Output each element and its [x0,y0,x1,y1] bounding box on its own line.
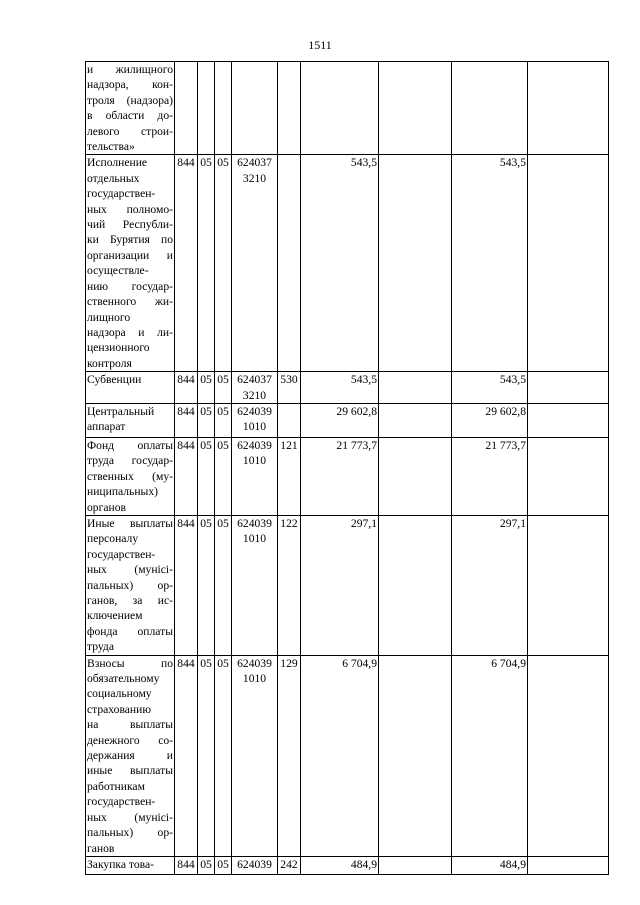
row-name-line: социальному [87,687,152,701]
row-name-line: на выплаты [87,718,173,732]
row-name-line: надзора, кон- [87,78,173,92]
row-name-cell [86,155,175,372]
row-name-line: надзора и ли- [87,325,173,339]
amount-cell [379,437,452,515]
row-name-line: ственных (му- [87,469,173,483]
row-name-line: организации и [87,248,173,262]
amount-cell [528,515,609,655]
row-name-line: работникам [87,779,145,793]
expense-type-cell: 122 [278,515,301,655]
amount-cell [379,62,452,155]
row-name-line: Взносы по [87,656,173,670]
amount-cell: 6 704,9 [452,655,528,856]
expense-type-cell: 121 [278,437,301,515]
admin-code-cell: 844 [175,655,198,856]
amount-cell [379,372,452,404]
row-name-cell [86,372,175,404]
amount-cell [379,403,452,437]
row-name-line: органов [87,500,126,514]
row-name-line: аппарат [87,420,126,434]
row-name-line: цензионного [87,341,150,355]
row-name-line: Закупка това- [87,857,154,871]
row-name-line: труда [87,640,114,654]
row-name-line: лищного [87,310,131,324]
table-row [86,437,609,515]
row-name-line: ганов [87,841,115,855]
amount-cell: 21 773,7 [452,437,528,515]
row-name-line: ключением [87,609,143,623]
table-row [86,856,609,874]
amount-cell [452,62,528,155]
row-name-line: нию государ- [87,279,173,293]
row-name-line: Исполнение [87,156,148,170]
target-article-cell: 624037 3210 [232,155,278,372]
amount-cell: 297,1 [452,515,528,655]
amount-cell: 543,5 [452,372,528,404]
admin-code-cell: 844 [175,372,198,404]
expense-type-cell: 242 [278,856,301,874]
admin-code-cell: 844 [175,403,198,437]
amount-cell [379,655,452,856]
amount-cell [301,62,379,155]
row-name-line: ки Бурятия по [87,233,173,247]
row-name-line: страхованию [87,702,151,716]
subsection-code-cell: 05 [215,515,232,655]
target-article-cell: 624039 1010 [232,437,278,515]
subsection-code-cell: 05 [215,856,232,874]
target-article-cell: 624039 [232,856,278,874]
subsection-code-cell: 05 [215,155,232,372]
subsection-code-cell: 05 [215,372,232,404]
subsection-code-cell: 05 [215,437,232,515]
subsection-code-cell: 05 [215,403,232,437]
row-name-line: иные выплаты [87,764,173,778]
row-name-line: труда государ- [87,454,173,468]
row-name-cell [86,856,175,874]
amount-cell: 29 602,8 [452,403,528,437]
expense-type-cell: 530 [278,372,301,404]
row-name-line: ганов, за ис- [87,594,173,607]
amount-cell [528,155,609,372]
row-name-line: Иные выплаты [87,516,173,530]
row-name-line: ных (мунici- [87,810,173,824]
row-name-line: троля (надзора) [87,93,173,107]
admin-code-cell: 844 [175,515,198,655]
page-number: 1511 [308,38,332,52]
row-name-line: отдельных [87,171,140,185]
row-name-line: чий Республи- [87,218,173,232]
amount-cell [379,515,452,655]
table-row [86,403,609,437]
row-name-cell [86,437,175,515]
row-name-line: государствен- [87,795,156,809]
section-code-cell: 05 [198,403,215,437]
row-name-cell [86,655,175,856]
section-code-cell: 05 [198,856,215,874]
amount-cell: 297,1 [301,515,379,655]
amount-cell [528,856,609,874]
amount-cell [528,403,609,437]
row-name-line: фонда оплаты [87,624,173,638]
row-name-line: в области до- [87,109,173,123]
amount-cell [528,372,609,404]
row-name-line: осуществле- [87,264,149,278]
row-name-cell [86,403,175,437]
row-name-line: Субвенции [87,373,142,387]
expense-type-cell [278,62,301,155]
row-name-line: пальных) ор- [87,826,173,840]
row-name-line: денежного со- [87,733,173,747]
row-name-line: ных полномо- [87,202,173,216]
row-name-line: пальных) ор- [87,578,173,592]
amount-cell: 543,5 [301,372,379,404]
section-code-cell: 05 [198,155,215,372]
row-name-line: Центральный [87,404,155,418]
amount-cell: 6 704,9 [301,655,379,856]
row-name-line: ных (мунici- [87,563,173,577]
table-row [86,62,609,155]
row-name-line: Фонд оплаты [87,438,173,452]
amount-cell [379,856,452,874]
row-name-line: ственного жи- [87,295,173,309]
subsection-code-cell [215,62,232,155]
row-name-cell [86,515,175,655]
subsection-code-cell: 05 [215,655,232,856]
table-row [86,655,609,856]
target-article-cell [232,62,278,155]
admin-code-cell: 844 [175,155,198,372]
row-name-line: и жилищного [87,63,173,76]
amount-cell: 543,5 [452,155,528,372]
row-name-line: государствен- [87,547,156,561]
amount-cell [528,62,609,155]
expense-type-cell [278,403,301,437]
target-article-cell: 624037 3210 [232,372,278,404]
row-name-line: ниципальных) [87,485,158,499]
table-row [86,155,609,372]
section-code-cell: 05 [198,372,215,404]
table-body [86,62,609,875]
row-name-line: персоналу [87,532,139,546]
admin-code-cell [175,62,198,155]
amount-cell: 484,9 [452,856,528,874]
expense-type-cell [278,155,301,372]
amount-cell: 21 773,7 [301,437,379,515]
target-article-cell: 624039 1010 [232,515,278,655]
row-name-line: контроля [87,356,132,370]
table-row [86,372,609,404]
row-name-cell [86,62,175,155]
row-name-line: левого строи- [87,124,173,138]
admin-code-cell: 844 [175,856,198,874]
expense-type-cell: 129 [278,655,301,856]
section-code-cell [198,62,215,155]
row-name-line: государствен- [87,187,156,201]
amount-cell [528,437,609,515]
target-article-cell: 624039 1010 [232,655,278,856]
amount-cell [379,155,452,372]
amount-cell: 543,5 [301,155,379,372]
section-code-cell: 05 [198,515,215,655]
amount-cell [528,655,609,856]
budget-table [85,61,609,875]
amount-cell: 29 602,8 [301,403,379,437]
section-code-cell: 05 [198,655,215,856]
row-name-line: обязательному [87,672,160,686]
admin-code-cell: 844 [175,437,198,515]
section-code-cell: 05 [198,437,215,515]
table-row [86,515,609,655]
row-name-line: тельства» [87,140,135,154]
amount-cell: 484,9 [301,856,379,874]
target-article-cell: 624039 1010 [232,403,278,437]
row-name-line: держания и [87,749,173,763]
